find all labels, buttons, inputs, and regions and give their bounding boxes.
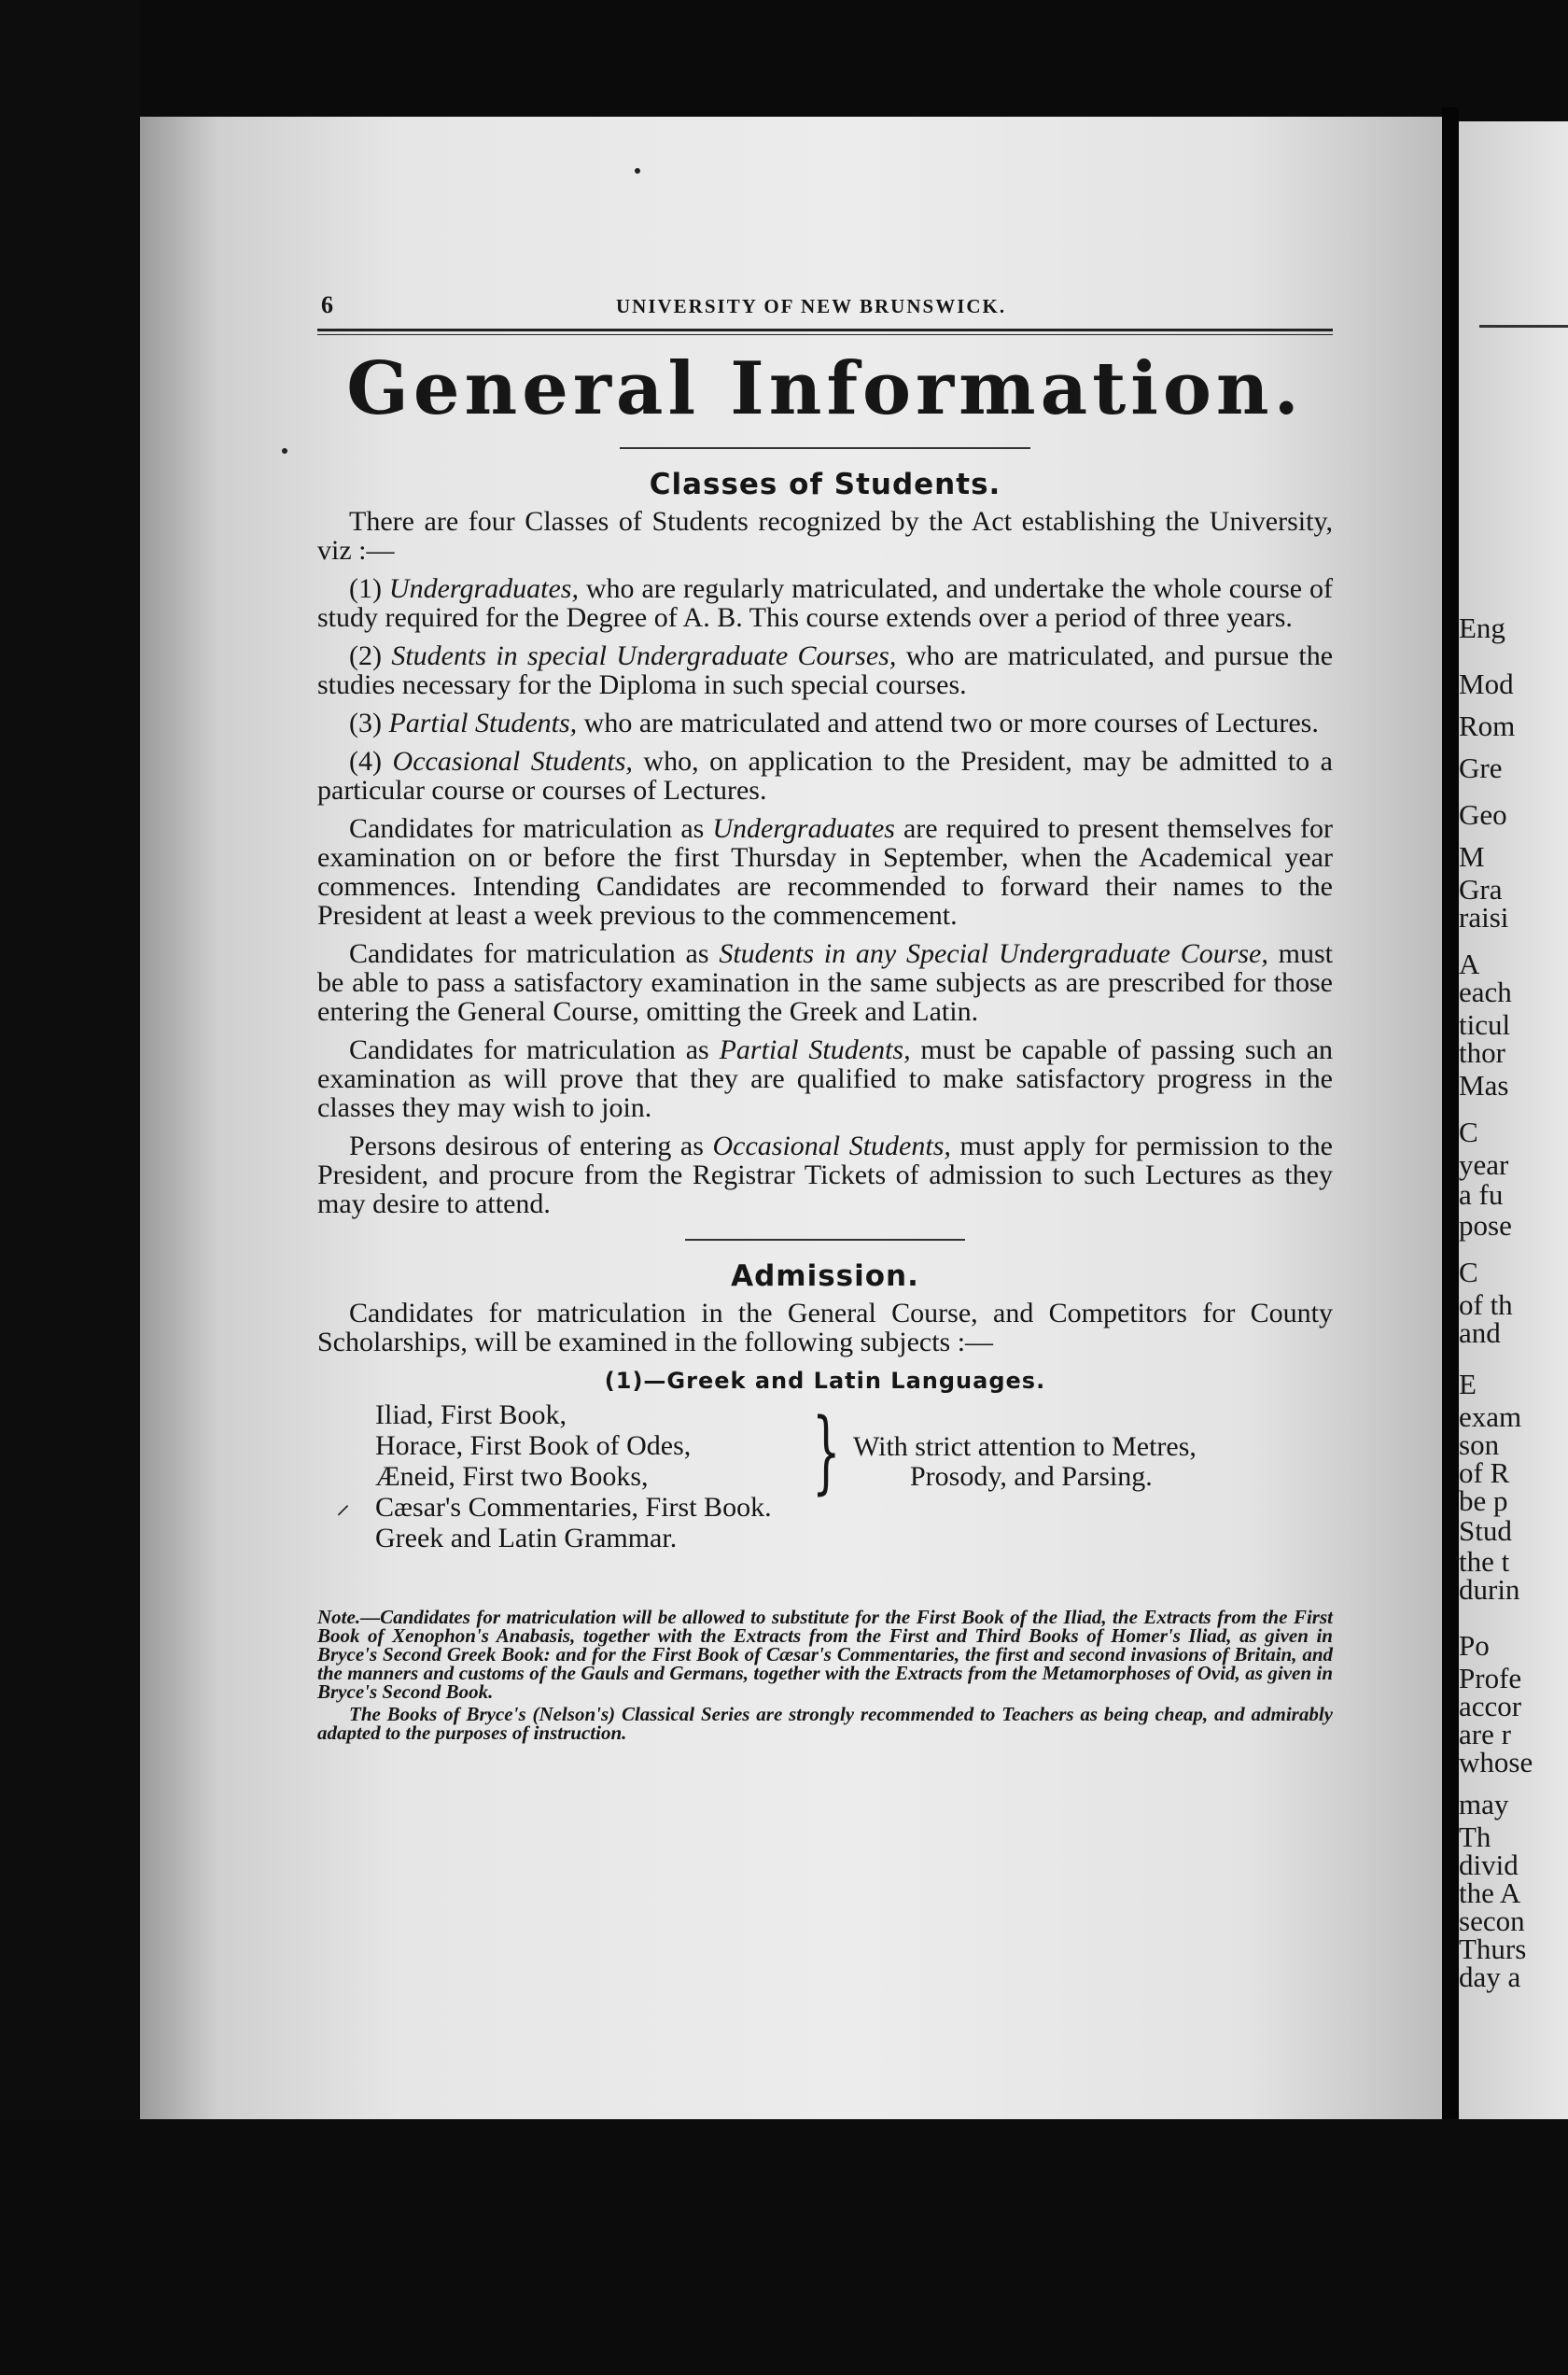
- class-description: who are matriculated, and pursue the studies necessary for the Diploma in such special courses.: [317, 640, 1334, 700]
- right-page-fragment-line: son: [1459, 1428, 1500, 1461]
- class-number: (1): [349, 573, 382, 604]
- right-page-fragment-line: year: [1459, 1148, 1509, 1181]
- text-run: are required to present themselves for examination on or before the first Thursday in September, when the Academical year commences. Intending Candidates are recommended to forward their names to the President at least a week previous to the commencement.: [317, 813, 1333, 931]
- right-page-fragment-line: secon: [1459, 1904, 1525, 1937]
- section-rule: [685, 1239, 965, 1241]
- right-page-fragment-line: Geo: [1459, 798, 1507, 831]
- right-page-fragment-line: Po: [1459, 1629, 1490, 1662]
- right-page-fragment-line: C: [1459, 1256, 1478, 1288]
- text-run: Persons desirous of entering as: [349, 1131, 713, 1161]
- scan-border-bottom: [0, 2119, 1568, 2375]
- right-page-fragment-line: Th: [1459, 1820, 1491, 1853]
- right-page-fragment-line: are r: [1459, 1718, 1511, 1750]
- paragraph-special-students: [317, 939, 1333, 1026]
- right-page-fragment-line: exam: [1459, 1400, 1522, 1433]
- page-content: [317, 289, 1333, 1742]
- book-item: Greek and Latin Grammar.: [375, 1523, 678, 1553]
- text-italic: Occasional Students,: [712, 1131, 951, 1161]
- right-page-fragment-line: Mod: [1459, 668, 1514, 700]
- classes-intro: There are four Classes of Students recognized by the Act establishing the University, viz :—: [317, 506, 1333, 566]
- right-page-fragment-line: durin: [1459, 1573, 1520, 1606]
- page-right-fragment: [1459, 121, 1568, 2119]
- right-page-fragment-line: pose: [1459, 1209, 1512, 1242]
- admission-heading: Admission.: [731, 1259, 919, 1293]
- text-italic: Undergraduates: [712, 813, 895, 844]
- right-page-fragment-line: the A: [1459, 1876, 1521, 1909]
- class-item-3: [317, 709, 1333, 738]
- class-description: who are matriculated and attend two or more courses of Lectures.: [583, 708, 1319, 738]
- right-page-fragment-line: C: [1459, 1116, 1478, 1148]
- margin-mark: ⸝: [336, 1489, 350, 1520]
- page-number: 6: [321, 291, 335, 318]
- footnote-recommendation: The Books of Bryce's (Nelson's) Classical Series are strongly recommended to Teachers as being cheap, and admirably adapted to the purposes of instruction.: [317, 1703, 1333, 1744]
- right-page-fragment-line: divid: [1459, 1848, 1519, 1881]
- admission-subheading: (1)—Greek and Latin Languages.: [604, 1368, 1046, 1394]
- right-page-fragment-line: may: [1459, 1788, 1509, 1820]
- scan-border-left: [0, 0, 140, 2375]
- class-name: Partial Students,: [388, 708, 578, 738]
- brace-note-line-2: Prosody, and Parsing.: [910, 1461, 1153, 1492]
- class-item-2: [317, 641, 1333, 699]
- right-page-fragment-line: of th: [1459, 1288, 1513, 1321]
- class-description: who are regularly matriculated, and undertake the whole course of study required for the Degree of A. B. This course extends over a period of three years.: [317, 573, 1333, 633]
- right-page-fragment-line: Gre: [1459, 752, 1503, 784]
- book-item: Cæsar's Commentaries, First Book.: [375, 1492, 772, 1523]
- class-number: (2): [349, 640, 382, 671]
- paragraph-undergraduates: [317, 814, 1333, 930]
- page-title: General Information.: [346, 346, 1304, 431]
- classes-heading: Classes of Students.: [649, 468, 1001, 501]
- text-run: Candidates for matriculation as: [349, 813, 713, 844]
- right-page-fragment-line: each: [1459, 976, 1512, 1008]
- book-item: Horace, First Book of Odes,: [375, 1430, 692, 1461]
- ink-speck: [635, 168, 640, 174]
- right-page-fragment-line: Stud: [1459, 1514, 1512, 1547]
- right-page-fragment-line: A: [1459, 948, 1480, 980]
- right-page-fragment-line: E: [1459, 1368, 1477, 1400]
- right-page-fragment-line: day a: [1459, 1960, 1521, 1993]
- brace-note-line-1: With strict attention to Metres,: [853, 1431, 1197, 1462]
- class-name: Students in special Undergraduate Courses,: [391, 640, 897, 671]
- right-page-fragment-line: M: [1459, 840, 1485, 873]
- class-number: (4): [349, 746, 382, 777]
- right-page-fragment-line: thor: [1459, 1036, 1505, 1069]
- text-italic: Students in any Special Undergraduate Course,: [719, 938, 1268, 969]
- right-page-fragment-line: Mas: [1459, 1069, 1509, 1102]
- right-page-rule: [1479, 325, 1568, 328]
- right-page-fragment-line: a fu: [1459, 1178, 1504, 1211]
- header-rule: [317, 329, 1333, 335]
- book-list: [317, 1399, 1333, 1600]
- class-number: (3): [349, 708, 382, 738]
- title-rule: [620, 447, 1030, 449]
- book-item: Æneid, First two Books,: [375, 1461, 649, 1492]
- paragraph-partial-students: [317, 1035, 1333, 1122]
- scan-border-top: [0, 0, 1568, 121]
- right-page-fragment-line: Eng: [1459, 611, 1505, 644]
- right-page-fragment-line: raisi: [1459, 901, 1509, 934]
- class-description: who, on application to the President, may be admitted to a particular course or courses of Lectures.: [317, 746, 1333, 806]
- text-run: must be capable of passing such an examination as will prove that they are qualified to make satisfactory progress in the classes they may wish to join.: [317, 1034, 1334, 1123]
- right-page-fragment-line: be p: [1459, 1484, 1508, 1517]
- right-page-fragment-line: whose: [1459, 1746, 1533, 1778]
- right-page-fragment-line: accor: [1459, 1690, 1522, 1722]
- admission-intro: Candidates for matriculation in the General Course, and Competitors for County Scholarships, will be examined in the following subjects :—: [317, 1298, 1333, 1357]
- text-run: must be able to pass a satisfactory examination in the same subjects as are prescribed for those entering the General Course, omitting the Greek and Latin.: [317, 938, 1333, 1027]
- right-page-fragment-line: Thurs: [1459, 1932, 1527, 1965]
- ink-speck: [282, 448, 287, 454]
- right-page-fragment-line: and: [1459, 1316, 1501, 1349]
- text-run: Candidates for matriculation as: [349, 1034, 720, 1065]
- running-head: UNIVERSITY OF NEW BRUNSWICK.: [616, 295, 1007, 317]
- running-header: [317, 289, 1333, 323]
- book-gutter: [1442, 107, 1459, 2124]
- paragraph-occasional-students: [317, 1131, 1333, 1218]
- right-page-fragment-line: of R: [1459, 1456, 1510, 1489]
- class-item-4: [317, 747, 1333, 805]
- right-page-fragment-line: Rom: [1459, 710, 1516, 742]
- text-italic: Partial Students,: [719, 1034, 911, 1065]
- brace-icon: }: [812, 1399, 841, 1504]
- text-run: Candidates for matriculation as: [349, 938, 720, 969]
- footnote: Note.—Candidates for matriculation will be allowed to substitute for the First Book of the Iliad, the Extracts from the First Book of Xenophon's Anabasis, together with the Extracts from the First and Third Books of Homer's Iliad, as given in Bryce's Second Greek Book: and for the First Book of Cæsar's Commentaries, the first and second invasions of Britain, and the manners and customs of the Gauls and Germans, together with the Extracts from the Metamorphoses of Ovid, as given in Bryce's Second Book.: [317, 1606, 1333, 1703]
- right-page-fragment-line: the t: [1459, 1545, 1510, 1578]
- class-item-1: [317, 574, 1333, 632]
- right-page-fragment-line: Profe: [1459, 1662, 1522, 1694]
- right-page-fragment-line: ticul: [1459, 1008, 1511, 1041]
- text-run: must apply for permission to the President, and procure from the Registrar Tickets of admission to such Lectures as they may desire to attend.: [317, 1131, 1333, 1219]
- class-name: Undergraduates,: [388, 573, 579, 604]
- right-page-fragment-line: Gra: [1459, 873, 1503, 906]
- class-name: Occasional Students,: [392, 746, 633, 777]
- book-item: Iliad, First Book,: [375, 1399, 567, 1430]
